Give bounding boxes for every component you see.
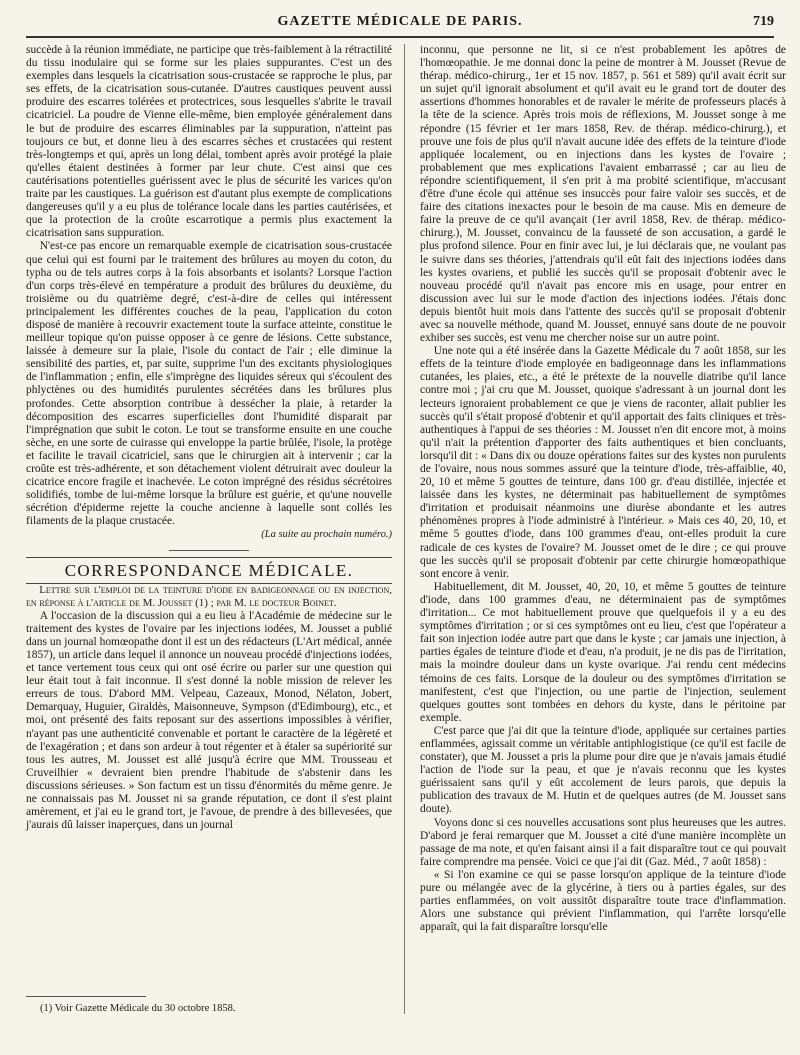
divider <box>169 550 249 551</box>
paragraph: inconnu, que personne ne lit, si ce n'est probablement les apôtres de l'homœopathie. Je me donnai donc la peine de montrer à M. Jousset (Revue de thérap. médico-chirurg., 1er et 15 nov. 1857, p. 561 et 589) qu'il avait écrit sur un sujet qu'il ignorait absolument et qu'il avait eu le grand tort de douter des assertions d'hommes honorables et de ravaler le mérite de professeurs placés à la tête de la science. Après trois mois de réflexions, M. Jousset songe à me répondre (15 février et 1er mars 1858, Rev. de thérap. médico-chirurg.), et prouve une fois de plus qu'il n'avait aucune idée des effets de la teinture d'iode appliquée localement, ou en injections dans les kystes de l'ovaire ; probablement que mes explications l'avaient embarrassé ; car au lieu de répondre scientifiquement, il s'en prit à ma probité scientifique, m'accusant d'être d'une école qui atténue ses insuccès pour faire valoir ses succès, et de faire des citations inexactes pour le besoin de ma cause. Mis en demeure de faire la preuve de ce qu'il avançait (1er avril 1858, Rev. de thérap. médico-chirurg.), M. Jousset, convaincu de la fausseté de son accusation, a gardé le plus profond silence. Pour en finir avec lui, je lui déclarais que, ne voulant pas le suivre dans ses théories, j'attendrais qu'il eût fait des injections iodées dans les kystes ovariens, et publié les succès qu'il se proposait d'obtenir avec le nouveau procédé qu'il n'avait pas encore mis en usage, pour entrer en discussion avec lui sur le mode d'action des injections iodées. J'étais donc depuis bientôt huit mois dans l'attente des succès qu'il se proposait d'obtenir avec sa nouvelle méthode, quand M. Jousset, ennuyé sans doute de ne pouvoir exhiber ses succès, est venu me chercher noise sur un autre point. <box>420 44 786 345</box>
paragraph: succède à la réunion immédiate, ne participe que très-faiblement à la rétractilité du tissu inodulaire qui se forme sur les plaies suppurantes. C'est un des exemples dans lesquels la cicatrisation sous-crustacée se rapproche le plus, par ses effets, de la cicatrisation sous-cutanée. D'autres caustiques peuvent aussi produire des escarres tolérées et protectrices, sous lesquelles s'abrite le travail cicatriciel. La poudre de Vienne elle-même, bien employée généralement dans le but de produire des escarres éliminables par la suppuration, n'atteint pas toujours ce but, et donne lieu à des escarres sèches et crustacées qui restent très-longtemps et qui, après un long délai, tombent après avoir protégé la plaie qu'elles étaient destinées à former par leur chute. C'est ainsi que ces cautérisations potentielles guérissent avec le plus de sécurité les varices qu'on traite par les caustiques. La guérison est d'autant plus exempte de complications dangereuses qu'il y a eu plus de tolérance locale dans les parties cautérisées, et que la protection de la croûte escarrotique a permis plus exactement la cicatrisation sans suppuration. <box>26 44 392 240</box>
journal-title: GAZETTE MÉDICALE DE PARIS. <box>277 14 523 29</box>
paragraph: Une note qui a été insérée dans la Gazette Médicale du 7 août 1858, sur les effets de la teinture d'iode employée en badigeonnage dans les inflammations cutanées, les plaies, etc., a été le prétexte de la nouvelle diatribe qu'il lance contre moi ; j'ai cru que M. Jousset, quoique s'adressant à un journal dont les lecteurs ignoraient probablement ce que je viens de raconter, allait publier les succès qu'il s'était proposé d'obtenir et qu'il apportait des faits cliniques et très-authentiques à l'appui de ses théories : M. Jousset n'en dit encore mot, à moins qu'il n'ait la prétention d'apporter des faits authentiques et bien concluants, lorsqu'il dit : « Dans dix ou douze opérations faites sur des kystes non purulents de l'ovaire, nous nous sommes assuré que la teinture d'iode, très-affaiblie, 40, 20, 10 et même 5 gouttes de teinture, dans 100 gr. d'eau distillée, injectée et laissée dans les kystes, ne déterminait pas habituellement de symptômes d'irritation et produisait néanmoins une diurèse abondante et les autres phénomènes propres à l'iode administré à l'intérieur. » Mais ces 40, 20, 10, et même 5 gouttes d'iode, dans 100 grammes d'eau, ont-elles produit la cure radicale de ces kystes de l'ovaire? M. Jousset omet de le dire ; ce qui prouve que les succès qu'il se proposait d'obtenir par cette chirurgie homœopathique sont encore à venir. <box>420 345 786 580</box>
page-header <box>26 6 774 38</box>
paragraph: Voyons donc si ces nouvelles accusations sont plus heureuses que les autres. D'abord je ferai remarquer que M. Jousset a cité d'une manière incomplète un passage de ma note, et qu'en faisant ainsi il a fait disparaître tout ce qui pouvait faire comprendre ma pensée. Voici ce que j'ai dit (Gaz. Méd., 7 août 1858) : <box>420 816 786 868</box>
paragraph: « Si l'on examine ce qui se passe lorsqu'on applique de la teinture d'iode pure ou mélangée avec de la glycérine, à tiers ou à parties égales, sur des parties enflammées, on voit aussitôt disparaître toute trace d'inflammation. Alors une substance qui prévient l'inflammation, qui l'arrête lorsqu'elle apparaît, qui la fait disparaître lorsqu'elle <box>420 868 786 934</box>
paragraph: A l'occasion de la discussion qui a eu lieu à l'Académie de médecine sur le traitement des kystes de l'ovaire par les injections iodées, M. Jousset a publié dans un journal homœopathe dont il est un des rédacteurs (L'Art médical, année 1857), un article dans lequel il annonce un nouveau procédé d'injections iodées, et tance vertement tous ceux qui ont osé écrire ou parler sur une question qui leur était tout à fait inconnue. Il s'est donné la noble mission de relever les erreurs de tous. D'abord MM. Velpeau, Cazeaux, Monod, Nélaton, Jobert, Demarquay, Huguier, Giraldès, Maisonneuve, Sympson (d'Edimbourg), etc., et moi, ont présenté des faits reposant sur des assertions impossibles à vérifier, n'ayant pas une authenticité convenable et portant le caractère de la légèreté et de l'exagération ; et dans son ardeur à tout régenter et à étaler sa supériorité sur tous les autres, M. Jousset est allé jusqu'à écrire que MM. Trousseau et Cruveilhier « devraient bien prendre l'habitude de s'abstenir dans les discussions sérieuses. » Son factum est un tissu d'énormités du même genre. Je ne connaissais pas M. Jousset ni sa grande réputation, ce dont il s'est plaint amèrement, et j'ai eu le grand tort, je l'avoue, de prendre à des billevesées, que j'aurais dû laisser inaperçues, dans un journal <box>26 609 392 832</box>
continued-note: (La suite au prochain numéro.) <box>261 529 392 541</box>
section-title: CORRESPONDANCE MÉDICALE. <box>26 557 392 584</box>
column-divider <box>404 44 405 1014</box>
page-number: 719 <box>753 14 774 29</box>
footnote: (1) Voir Gazette Médicale du 30 octobre 1858. <box>40 1003 236 1014</box>
paragraph: N'est-ce pas encore un remarquable exemple de cicatrisation sous-crustacée que celui qui est fourni par le traitement des brûlures au moyen du coton, du typha ou de tels autres corps à la fois absorbants et isolants? Lorsque l'action d'un corps très-élevé en température a produit des brûlures du deuxième, du troisième ou du quatrième degré, c'est-à-dire de celles qui intéressent principalement les différentes couches de la peau, l'application du coton disposé de manière à recouvrir exactement toute la surface atteinte, constitue le meilleur topique qu'on puisse opposer à ce genre de lésions. Cette substance, laissée à demeure sur la plaie, l'isole du contact de l'air ; elle diminue la sensibilité des parties, et, par suite, supprime l'un des excitants physiologiques de l'inflammation ; enfin, elle s'imprègne des liquides séreux qui s'écoulent des phlyctènes ou des humidités purulentes sécrétées dans les brûlures plus profondes. Cette absorption contribue à dessécher la plaie, à retarder la décomposition des escarres superficielles dont l'humidité disparait par l'imprégnation que subit le coton. Le tout se transforme ensuite en une couche sèche, en une sorte de cuirasse qui enveloppe la partie brûlée, l'isole, la protège et facilite le travail cicatriciel, sans que le chirurgien ait à intervenir ; car la croûte est très-adhérente, et son détachement violent détruirait avec douleur la cicatrice encore fragile et inachevée. Le coton imprégné des résidus sécrétoires solidifiés, tombe de lui-même lorsque la brûlure est guérie, et qu'une nouvelle sécrétion d'épiderme rejette la couche ancienne à laquelle sont collés les filaments de la plaque crustacée. <box>26 240 392 528</box>
left-column <box>26 44 392 832</box>
letter-title: Lettre sur l'emploi de la teinture d'iode en badigeonnage ou en injection, en réponse à l'article de M. Jousset (1) ; par M. le docteur Boinet. <box>26 583 392 609</box>
paragraph: Habituellement, dit M. Jousset, 40, 20, 10, et même 5 gouttes de teinture d'iode, dans 100 grammes d'eau, ne déterminaient pas de symptômes d'irritation... Ce mot habituellement prouve que quelquefois il y a eu des symptômes d'irritation ; or si ces symptômes ont eu lieu, c'est que l'opérateur a fait son injection iodée autre part que dans le kyste ; car jamais une injection, à parties égales de teinture d'iode et d'eau, n'a produit, je ne dis pas de l'irritation, mais la moindre douleur dans un kyste ovarique. J'ai rendu cent médecins témoins de ces faits. Lorsque de la douleur ou des symptômes d'irritation se manifestent, c'est que l'injection, ou une partie de l'injection, seulement quelques gouttes sont tombées en dehors du kyste, dans le péritoine par exemple. <box>420 580 786 724</box>
right-column <box>420 44 786 934</box>
footnote-rule <box>26 996 146 997</box>
paragraph: C'est parce que j'ai dit que la teinture d'iode, appliquée sur certaines parties enflammées, agissait comme un véritable antiphlogistique (ce qu'il est facile de constater), que M. Jousset a pris la plume pour dire que je n'avais jamais étudié l'action de l'iode sur la peau, et que je n'avais reconnu que les kystes guérissaient sans qu'il y eût accolement de leurs parois, que depuis la publication des travaux de M. Hutin et de quelques autres (de M. Jousset sans doute). <box>420 724 786 816</box>
